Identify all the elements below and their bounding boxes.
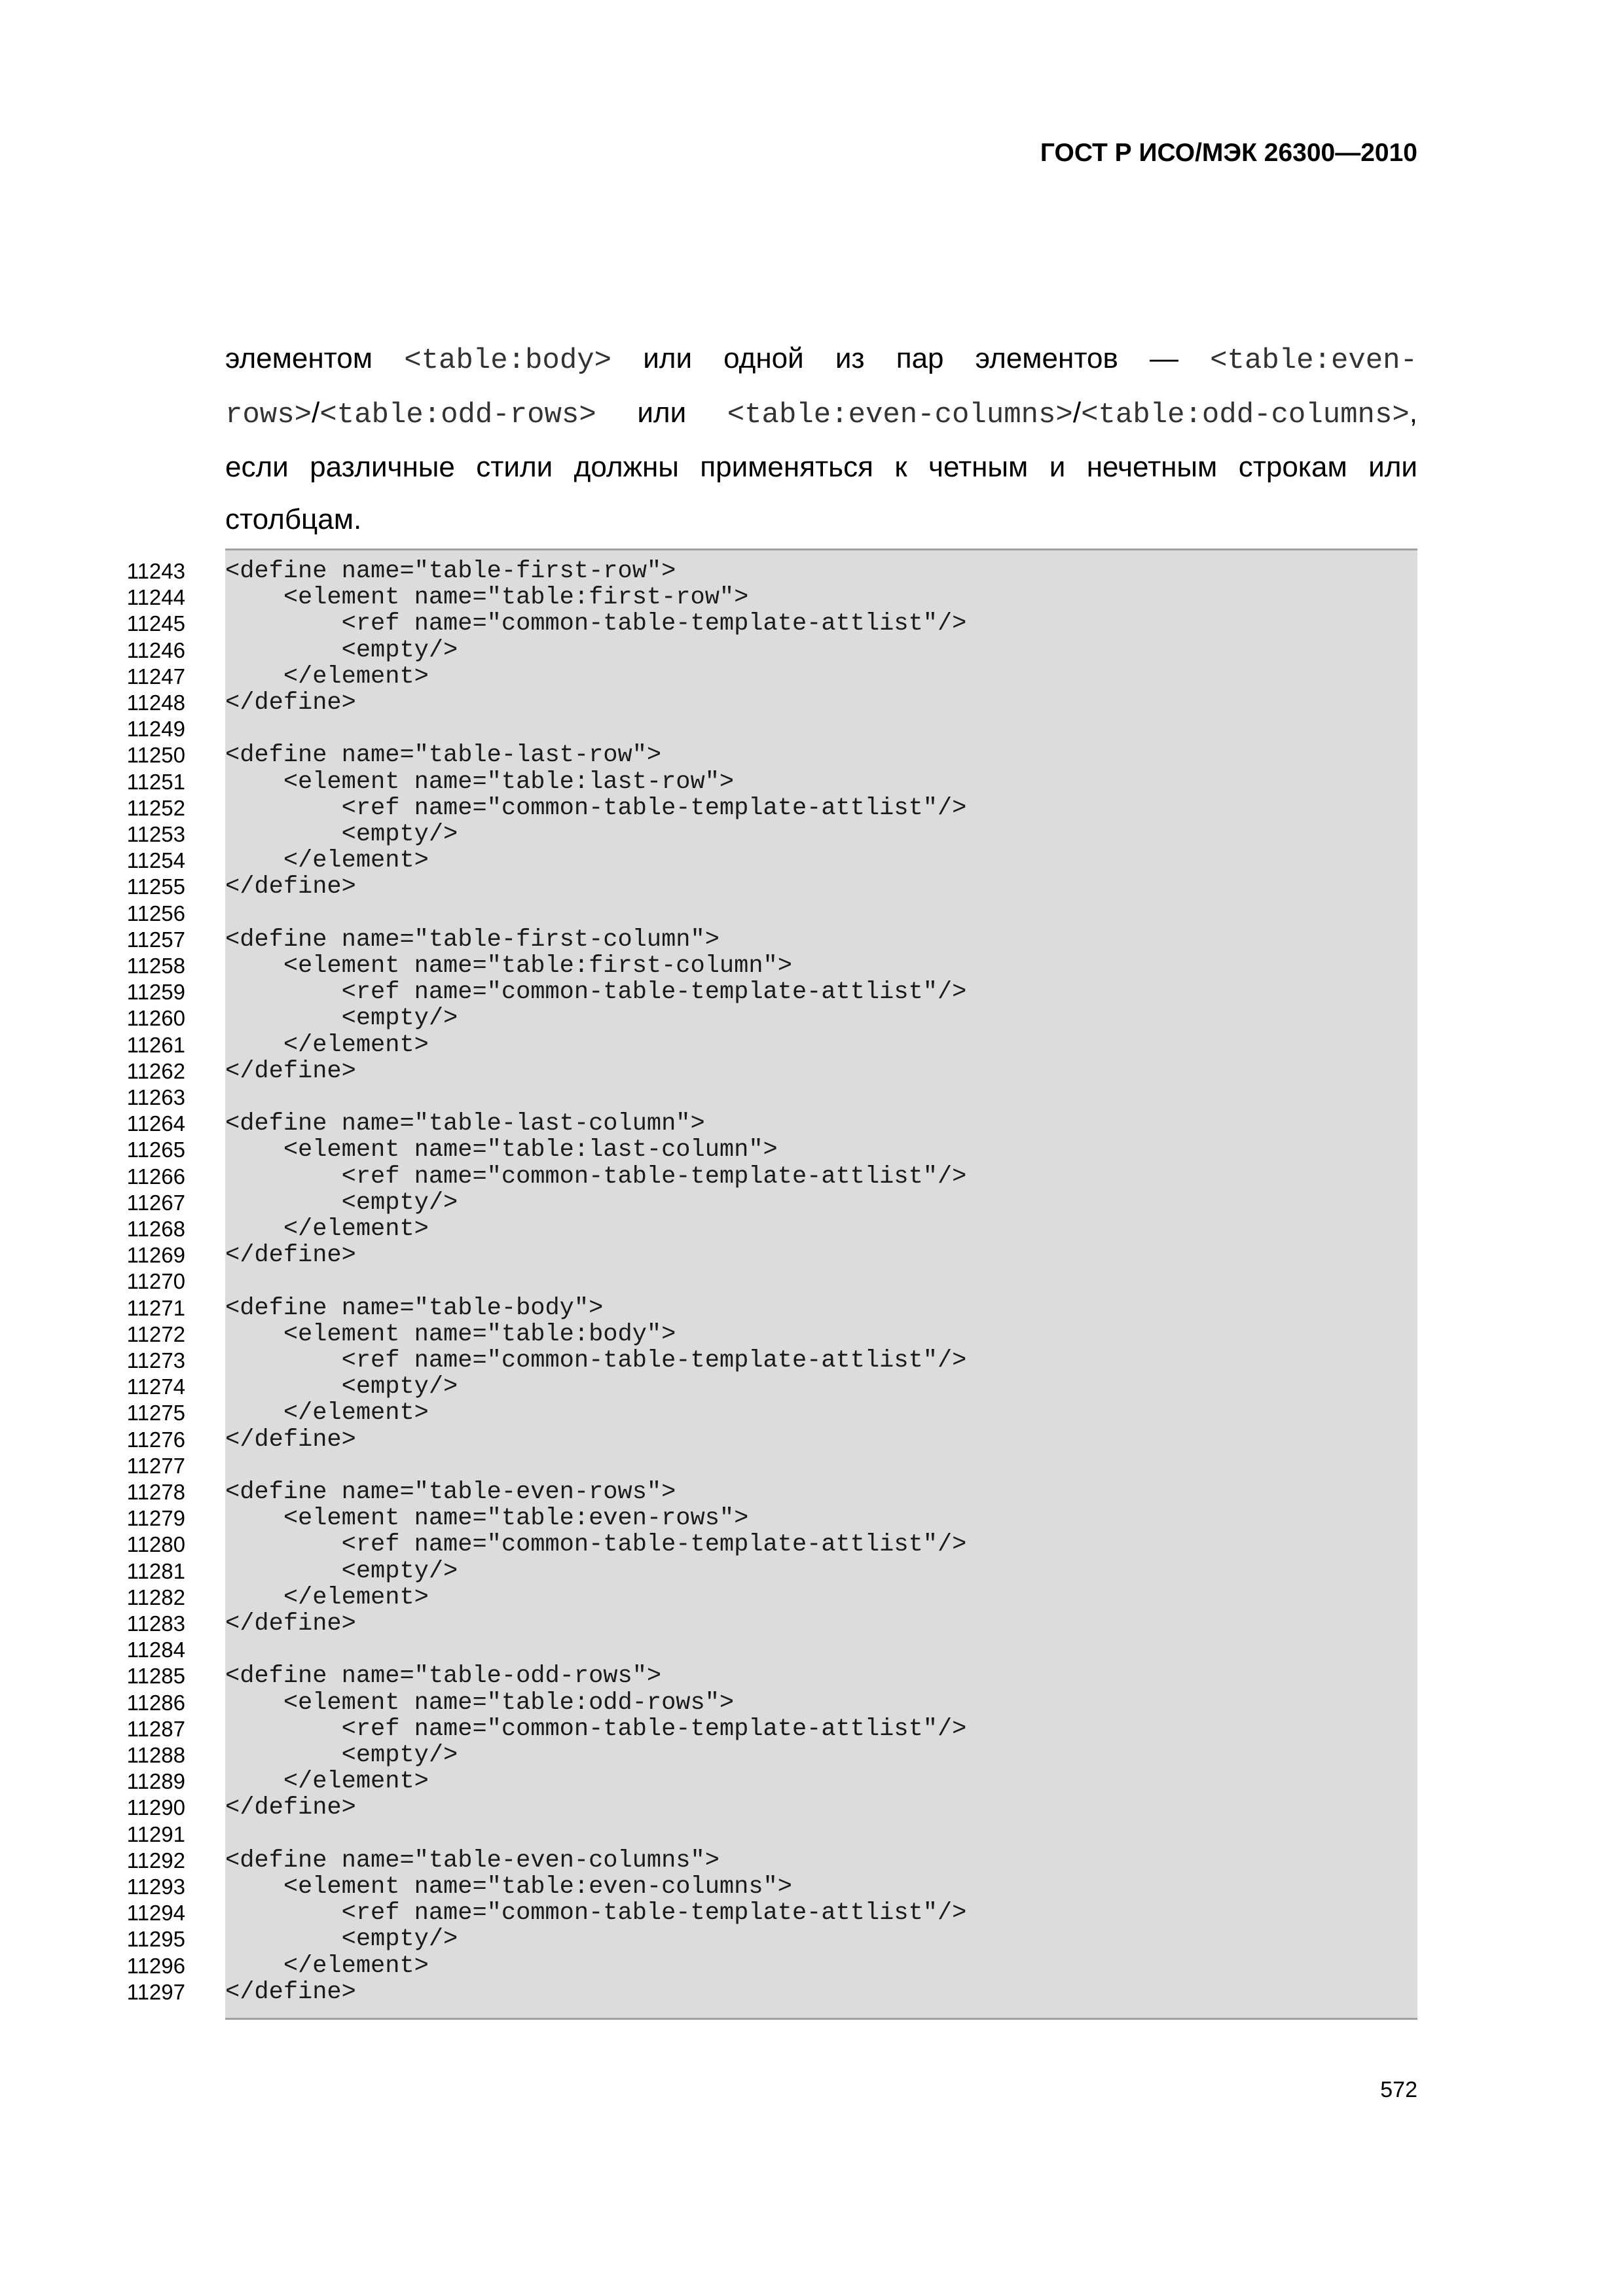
line-number: 11260 (126, 1006, 185, 1031)
code-line (126, 689, 1623, 717)
line-number: 11278 (126, 1480, 185, 1504)
inline-code: <table:odd-columns> (1081, 399, 1410, 431)
code-line (126, 1873, 1623, 1901)
code-text: <define name="table-body"> (225, 1294, 604, 1322)
code-text: <ref name="common-table-template-attlist"/> (225, 978, 967, 1007)
line-number: 11292 (126, 1848, 185, 1873)
code-text: <define name="table-last-column"> (225, 1110, 705, 1138)
line-number: 11243 (126, 559, 185, 583)
line-number: 11262 (126, 1058, 185, 1083)
code-line (126, 1768, 1623, 1796)
code-line (126, 558, 1623, 585)
line-number: 11276 (126, 1427, 185, 1452)
line-number: 11285 (126, 1664, 185, 1689)
line-number: 11290 (126, 1795, 185, 1820)
code-line (126, 952, 1623, 980)
code-line (126, 978, 1623, 1007)
line-number: 11251 (126, 769, 185, 794)
code-text: <element name="table:even-columns"> (225, 1873, 792, 1901)
code-line (126, 925, 1623, 954)
code-line (126, 1689, 1623, 1717)
code-text: <ref name="common-table-template-attlist"/> (225, 1347, 967, 1374)
line-number: 11291 (126, 1821, 185, 1846)
code-line (126, 1531, 1623, 1559)
line-number: 11294 (126, 1901, 185, 1926)
code-text: <element name="table:last-row"> (225, 768, 735, 796)
code-line (126, 742, 1623, 770)
code-text: <ref name="common-table-template-attlist"/> (225, 1715, 967, 1743)
line-number: 11255 (126, 874, 185, 899)
code-line (126, 636, 1623, 664)
code-line (126, 1715, 1623, 1743)
code-line (126, 1662, 1623, 1691)
code-text: </define> (225, 1978, 356, 2006)
line-number: 11280 (126, 1532, 185, 1557)
code-text: </element> (225, 662, 429, 691)
intro-text: или (596, 397, 727, 429)
code-line (126, 1505, 1623, 1533)
line-number: 11273 (126, 1348, 185, 1372)
code-text: </define> (225, 1794, 356, 1822)
line-number: 11284 (126, 1638, 185, 1662)
code-line (126, 1453, 1623, 1479)
code-line (126, 1399, 1623, 1427)
line-number: 11267 (126, 1190, 185, 1215)
line-number: 11250 (126, 743, 185, 768)
line-number: 11283 (126, 1611, 185, 1636)
line-number: 11264 (126, 1111, 185, 1136)
code-text: </define> (225, 1426, 356, 1454)
code-line (126, 847, 1623, 875)
line-number: 11274 (126, 1374, 185, 1399)
code-text: <define name="table-even-rows"> (225, 1479, 676, 1506)
document-header: ГОСТ Р ИСО/МЭК 26300—2010 (1040, 139, 1417, 167)
code-text: <empty/> (225, 821, 458, 848)
inline-code: <table:even-columns> (727, 399, 1073, 431)
line-number: 11265 (126, 1138, 185, 1162)
intro-line-1 (225, 332, 1417, 387)
line-number: 11287 (126, 1716, 185, 1741)
code-text: <define name="table-last-row"> (225, 742, 662, 770)
code-line (126, 1821, 1623, 1848)
code-text: <ref name="common-table-template-attlist"/> (225, 1162, 967, 1191)
code-line (126, 1610, 1623, 1638)
intro-text: , (1409, 397, 1417, 429)
line-number: 11253 (126, 822, 185, 846)
code-text: <ref name="common-table-template-attlist"/> (225, 1531, 967, 1559)
code-text: <element name="table:even-rows"> (225, 1505, 749, 1533)
inline-code: <table:even- (1210, 344, 1417, 377)
code-text: <define name="table-odd-rows"> (225, 1662, 662, 1691)
code-line (126, 1110, 1623, 1138)
line-number: 11247 (126, 664, 185, 689)
line-number: 11246 (126, 637, 185, 662)
code-line (126, 1794, 1623, 1822)
code-line (126, 1005, 1623, 1033)
intro-line-4: столбцам. (225, 503, 362, 535)
code-line (126, 1978, 1623, 2006)
line-number: 11288 (126, 1743, 185, 1767)
code-text: <element name="table:last-column"> (225, 1136, 778, 1164)
line-number: 11263 (126, 1085, 185, 1109)
code-line (126, 768, 1623, 796)
code-text: </element> (225, 1215, 429, 1243)
line-number: 11259 (126, 980, 185, 1005)
code-text: </define> (225, 1610, 356, 1638)
code-line (126, 1136, 1623, 1164)
code-text: <empty/> (225, 1005, 458, 1033)
line-number: 11248 (126, 691, 185, 715)
code-line (126, 610, 1623, 638)
code-text: </define> (225, 689, 356, 717)
code-line (126, 1899, 1623, 1928)
code-text: </define> (225, 873, 356, 901)
code-text: </define> (225, 1242, 356, 1270)
line-number: 11297 (126, 1979, 185, 2004)
code-line (126, 821, 1623, 848)
line-number: 11296 (126, 1953, 185, 1978)
code-line (126, 1373, 1623, 1401)
code-line (126, 1268, 1623, 1295)
code-line (126, 1347, 1623, 1374)
line-number: 11258 (126, 954, 185, 978)
intro-paragraph (225, 332, 1417, 546)
code-text: <empty/> (225, 636, 458, 664)
code-line (126, 1294, 1623, 1322)
line-number: 11244 (126, 585, 185, 610)
code-line (126, 1637, 1623, 1663)
code-text: <element name="table:body"> (225, 1320, 676, 1348)
intro-line-2 (225, 387, 1417, 441)
line-number: 11269 (126, 1243, 185, 1268)
line-number: 11257 (126, 927, 185, 952)
inline-code: <table:body> (404, 344, 612, 377)
code-line (126, 1215, 1623, 1243)
code-text: <empty/> (225, 1742, 458, 1769)
code-line (126, 584, 1623, 612)
code-text: <ref name="common-table-template-attlist"/> (225, 610, 967, 638)
code-line (126, 1742, 1623, 1769)
intro-text: / (1072, 397, 1082, 429)
code-line (126, 1557, 1623, 1585)
code-line (126, 716, 1623, 742)
code-line (126, 1189, 1623, 1217)
code-line (126, 1846, 1623, 1874)
code-text: <element name="table:first-row"> (225, 584, 749, 612)
line-number: 11249 (126, 717, 185, 742)
intro-line-3: если различные стили должны применяться к четным и нечетным строкам или (225, 451, 1417, 483)
line-number: 11277 (126, 1453, 185, 1478)
code-line (126, 1479, 1623, 1506)
line-number: 11254 (126, 848, 185, 873)
code-line (126, 1583, 1623, 1611)
line-number: 11272 (126, 1321, 185, 1346)
intro-text: элементом (225, 342, 405, 374)
code-line (126, 1242, 1623, 1270)
line-number: 11289 (126, 1769, 185, 1794)
code-line (126, 1320, 1623, 1348)
code-text: </element> (225, 1399, 429, 1427)
code-line (126, 1426, 1623, 1454)
line-number: 11268 (126, 1217, 185, 1241)
code-text: <ref name="common-table-template-attlist"/> (225, 794, 967, 822)
code-line (126, 901, 1623, 927)
code-text: <ref name="common-table-template-attlist"/> (225, 1899, 967, 1928)
code-text: <define name="table-even-columns"> (225, 1846, 720, 1874)
line-number: 11261 (126, 1032, 185, 1057)
line-number: 11270 (126, 1269, 185, 1294)
code-line (126, 1085, 1623, 1111)
code-text: </element> (225, 1583, 429, 1611)
page-number: 572 (1380, 2077, 1417, 2102)
line-number: 11256 (126, 901, 185, 925)
code-text: </element> (225, 847, 429, 875)
code-text: <define name="table-first-row"> (225, 558, 676, 585)
code-line (126, 1952, 1623, 1980)
line-number: 11245 (126, 611, 185, 636)
code-line (126, 662, 1623, 691)
code-text: <element name="table:first-column"> (225, 952, 792, 980)
line-number: 11266 (126, 1164, 185, 1189)
code-line (126, 873, 1623, 901)
code-text: </element> (225, 1031, 429, 1059)
line-number: 11271 (126, 1295, 185, 1320)
line-number: 11295 (126, 1927, 185, 1952)
line-number: 11279 (126, 1506, 185, 1531)
line-number: 11286 (126, 1690, 185, 1715)
intro-text: или одной из пар элементов — (611, 342, 1211, 374)
code-text: </element> (225, 1768, 429, 1796)
code-line (126, 794, 1623, 822)
code-line (126, 1031, 1623, 1059)
code-line (126, 1926, 1623, 1954)
line-number: 11275 (126, 1401, 185, 1426)
code-text: <element name="table:odd-rows"> (225, 1689, 735, 1717)
code-text: <define name="table-first-column"> (225, 925, 720, 954)
code-line (126, 1057, 1623, 1085)
line-number: 11281 (126, 1558, 185, 1583)
line-number: 11252 (126, 795, 185, 820)
inline-code: rows> (225, 399, 312, 431)
code-text: <empty/> (225, 1373, 458, 1401)
inline-code: <table:odd-rows> (319, 399, 596, 431)
code-line (126, 1162, 1623, 1191)
code-listing (126, 548, 1417, 2020)
code-text: </define> (225, 1057, 356, 1085)
code-text: <empty/> (225, 1189, 458, 1217)
line-number: 11282 (126, 1585, 185, 1609)
code-text: </element> (225, 1952, 429, 1980)
intro-text: / (312, 397, 320, 429)
line-number: 11293 (126, 1874, 185, 1899)
code-text: <empty/> (225, 1926, 458, 1954)
code-text: <empty/> (225, 1557, 458, 1585)
